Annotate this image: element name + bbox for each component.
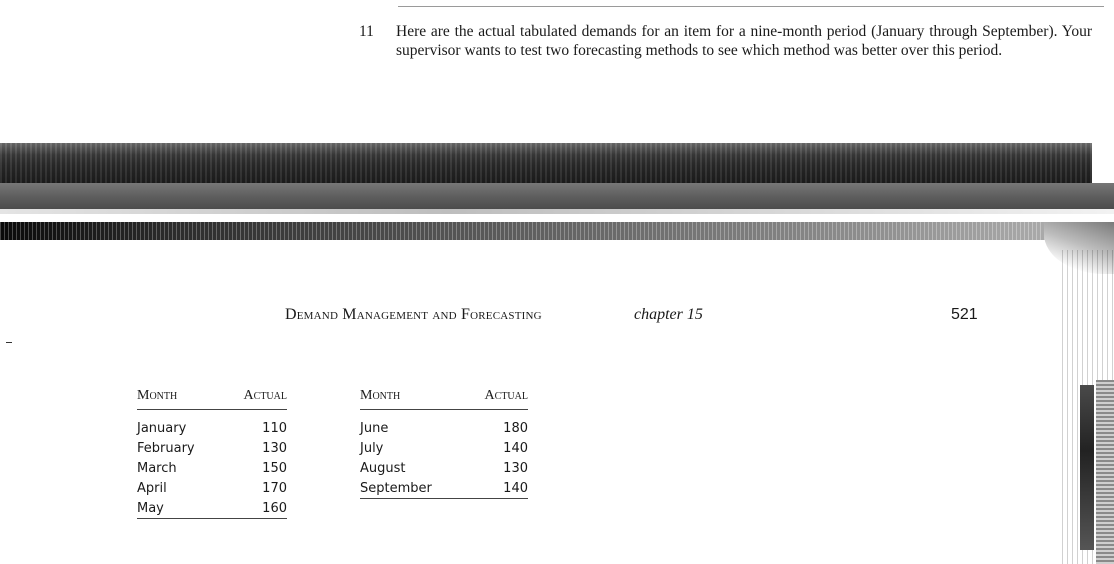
- scan-shadow-lower: [0, 222, 1060, 240]
- demand-table-2: [360, 388, 528, 499]
- problem-number: 11: [359, 23, 374, 40]
- table-row: [360, 458, 528, 478]
- column-header-month: Month: [360, 388, 470, 410]
- running-header-chapter: chapter 15: [634, 306, 703, 323]
- table-row: [137, 478, 287, 498]
- table-row: [360, 478, 528, 499]
- problem-11: [352, 22, 1092, 60]
- month-cell: September: [360, 478, 470, 499]
- table-row: [137, 458, 287, 478]
- page-gap-bar: [0, 183, 1114, 209]
- column-header-actual: Actual: [235, 388, 287, 410]
- actual-cell: 130: [262, 440, 287, 456]
- scan-shadow: [0, 143, 1092, 183]
- scan-edge-block: [1080, 385, 1094, 550]
- table-row: [137, 410, 287, 439]
- month-cell: August: [360, 460, 406, 476]
- month-cell: July: [360, 440, 384, 456]
- table-row: [360, 438, 528, 458]
- actual-cell: 110: [262, 420, 287, 436]
- month-cell: April: [137, 480, 167, 496]
- actual-cell: 160: [235, 498, 287, 519]
- actual-cell: 150: [262, 460, 287, 476]
- page-number: 521: [951, 306, 978, 323]
- margin-tick: [6, 342, 12, 343]
- month-cell: February: [137, 440, 195, 456]
- page-gap-edge: [0, 209, 1114, 214]
- table-row: [137, 438, 287, 458]
- running-header-title: Demand Management and Forecasting: [285, 306, 542, 323]
- table-row: [360, 410, 528, 439]
- demand-table-1: [137, 388, 287, 519]
- actual-cell: 170: [262, 480, 287, 496]
- problem-text: Here are the actual tabulated demands for an item for a nine-month period (January through September). Your supervisor wants to test two forecasting methods to see which method was better over this period.: [396, 23, 1092, 59]
- column-header-actual: Actual: [470, 388, 528, 410]
- actual-cell: 130: [503, 460, 528, 476]
- actual-cell: 140: [470, 478, 528, 499]
- column-header-month: Month: [137, 388, 235, 410]
- month-cell: May: [137, 498, 235, 519]
- actual-cell: 180: [503, 420, 528, 436]
- top-rule: [398, 6, 1104, 7]
- table-row: [137, 498, 287, 519]
- actual-cell: 140: [503, 440, 528, 456]
- month-cell: June: [360, 420, 389, 436]
- scan-edge-block-2: [1096, 380, 1114, 564]
- month-cell: March: [137, 460, 177, 476]
- month-cell: January: [137, 420, 187, 436]
